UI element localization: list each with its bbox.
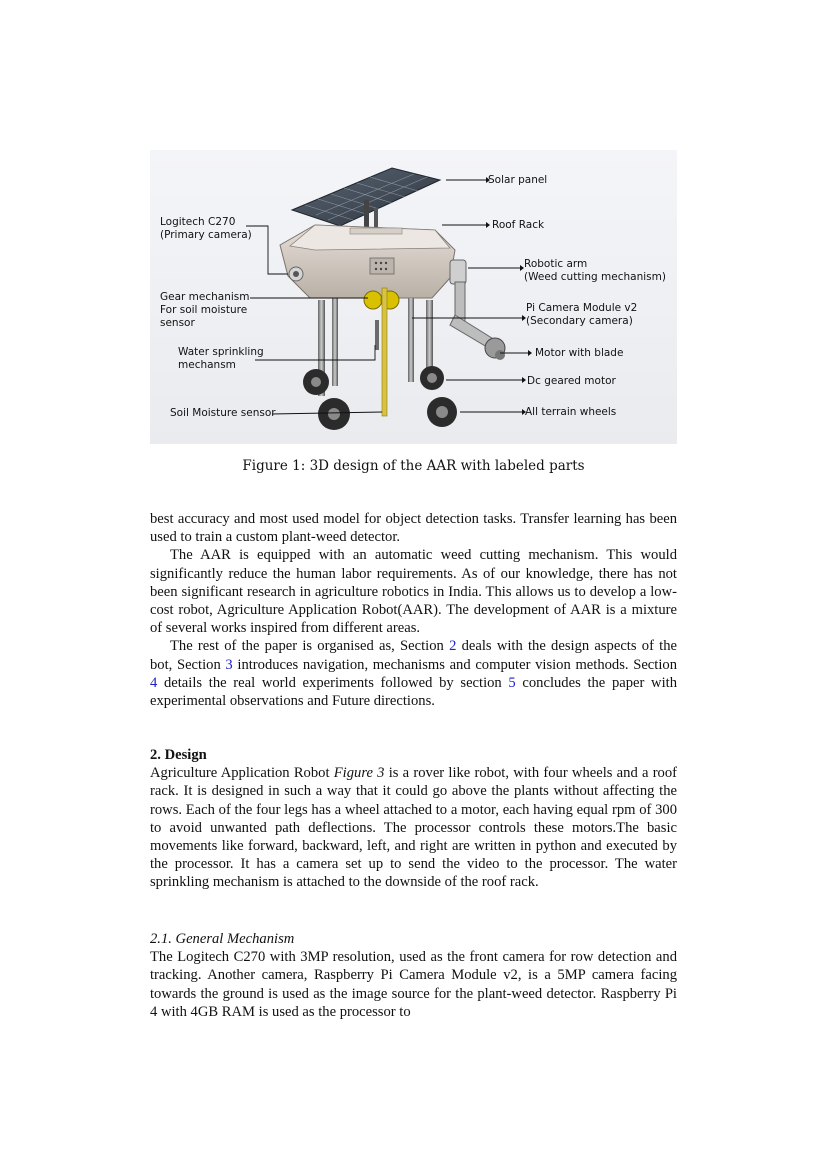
section-2-link[interactable]: 2 (449, 638, 457, 655)
design-paragraph (150, 764, 677, 891)
section-5-link[interactable]: 5 (508, 674, 516, 691)
label-soil-sensor: Soil Moisture sensor (170, 407, 276, 419)
text-span: The rest of the paper is organised as, Section (170, 638, 450, 655)
gear-mechanism-drawing (364, 288, 399, 416)
text-span: Agriculture Application Robot (150, 765, 334, 782)
figure-caption: Figure 1: 3D design of the AAR with labeled parts (242, 458, 585, 474)
design-section (150, 746, 677, 892)
label-pi-camera: Pi Camera Module v2 (Secondary camera) (526, 302, 638, 327)
text-span: introduces navigation, mechanisms and computer vision methods. Section (232, 656, 677, 673)
robotic-arm-drawing (450, 260, 505, 360)
intro-paragraph-3 (150, 637, 677, 710)
text-span: deals with the design aspects of the bot, Section (150, 638, 677, 673)
intro-paragraph-1: best accuracy and most used model for object detection tasks. Transfer learning has been used to train a custom plant-weed detector. (150, 511, 677, 546)
text-span: concludes the paper with experimental observations and Future directions. (150, 674, 677, 710)
intro-section (150, 510, 677, 710)
text-span: is a rover like robot, with four wheels and a roof rack. It is designed in such a way that it could go above the plants without affecting the rows. Each of the four legs has a wheel attached to a motor, each having equal rpm of 300 to avoid unwanted path deflections. The processor controls these motors.The basic movements like forward, backward, left, and right are written in python and executed by the processor. It has a camera set up to send the video to the processor. The water sprinkling mechanism is attached to the downside of the roof rack. (150, 765, 678, 891)
label-logitech-camera: Logitech C270 (Primary camera) (160, 216, 252, 241)
general-mechanism-paragraph: The Logitech C270 with 3MP resolution, used as the front camera for row detection and tracking. Another camera, Raspberry Pi Camera Module v2, is a 5MP camera facing towards the ground is used as the image source for the plant-weed detector. Raspberry Pi 4 with 4GB RAM is used as the processor to (150, 949, 677, 1020)
label-gear-mechanism: Gear mechanism For soil moisture sensor (160, 291, 250, 329)
section-3-link[interactable]: 3 (225, 656, 233, 673)
label-motor-blade: Motor with blade (535, 347, 624, 359)
design-heading: 2. Design (150, 747, 207, 763)
label-roof-rack: Roof Rack (492, 219, 545, 231)
label-all-terrain-wheels: All terrain wheels (525, 406, 617, 418)
robot-figure (150, 150, 677, 444)
general-mechanism-section (150, 930, 677, 1021)
general-mechanism-heading: 2.1. General Mechanism (150, 931, 295, 947)
label-water-sprinkling: Water sprinkling mechansm (178, 346, 264, 371)
intro-paragraph-2: The AAR is equipped with an automatic weed cutting mechanism. This would significantly reduce the human labor requirements. As of our knowledge, there has not been significant research in agriculture robotics in India. This allows us to develop a low-cost robot, Agriculture Application Robot(AAR). The development of AAR is a mixture of several works inspired from different areas. (150, 547, 677, 637)
pointer-arrows (486, 177, 532, 415)
label-solar-panel: Solar panel (488, 174, 548, 186)
roof-rack-drawing (280, 225, 455, 298)
text-span: details the real world experiments followed by section (157, 674, 509, 691)
figure-3-reference[interactable]: Figure 3 (333, 765, 385, 782)
label-dc-motor: Dc geared motor (527, 375, 616, 387)
solar-panel-drawing (292, 168, 440, 230)
label-robotic-arm: Robotic arm (Weed cutting mechanism) (524, 258, 666, 283)
wheels-drawing (303, 366, 457, 430)
section-4-link[interactable]: 4 (150, 674, 158, 691)
